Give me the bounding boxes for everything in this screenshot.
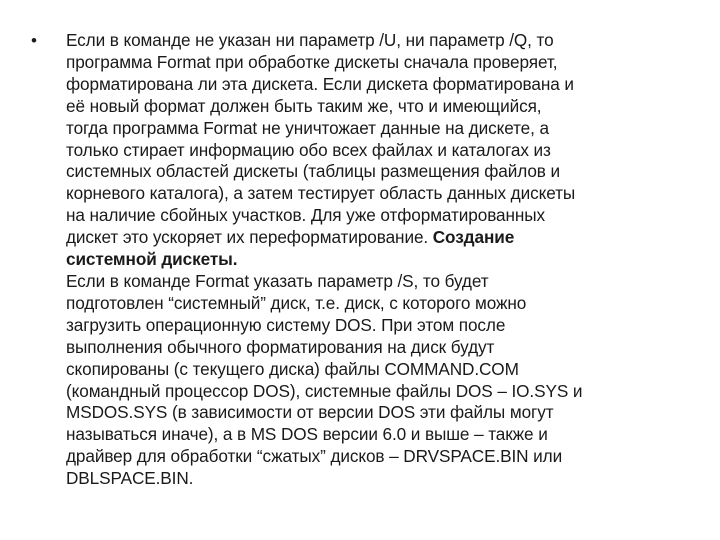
text-line-17: (командный процессор DOS), системные файлы DOS – IO.SYS и <box>66 380 583 401</box>
text-line-18: MSDOS.SYS (в зависимости от версии DOS эти файлы могут <box>66 402 554 423</box>
text-line-20: драйвер для обработки “сжатых” дисков – DRVSPACE.BIN или <box>66 446 563 467</box>
section-heading-part1: Создание <box>432 227 515 248</box>
text-line-12: Если в команде Format указать параметр /S, то будет <box>66 270 489 291</box>
text-line-5: тогда программа Format не уничтожает данные на дискете, а <box>66 117 549 138</box>
section-heading-part2: системной дискеты. <box>66 249 238 270</box>
text-line-10 <box>66 227 696 249</box>
text-line-4: её новый формат должен быть таким же, что и имеющийся, <box>66 95 542 116</box>
text-line-8: корневого каталога), а затем тестирует область данных дискеты <box>66 183 576 204</box>
text-line-15: выполнения обычного форматирования на диск будут <box>66 336 495 357</box>
text-line-14: загрузить операционную систему DOS. При этом после <box>66 314 506 335</box>
text-line-1: Если в команде не указан ни параметр /U, ни параметр /Q, то <box>66 30 554 50</box>
text-line-9: на наличие сбойных участков. Для уже отформатированных <box>66 205 546 226</box>
text-line-13: подготовлен “системный” диск, т.е. диск, с которого можно <box>66 292 527 313</box>
text-line-10-plain: дискет это ускоряет их переформатирование. <box>66 227 433 248</box>
text-line-16: скопированы (с текущего диска) файлы COMMAND.COM <box>66 358 519 379</box>
text-line-7: системных областей дискеты (таблицы размещения файлов и <box>66 161 560 182</box>
text-line-3: форматирована ли эта дискета. Если дискета форматирована и <box>66 73 574 94</box>
text-line-2: программа Format при обработке дискеты сначала проверяет, <box>66 51 558 72</box>
slide-body-text <box>66 30 696 490</box>
text-line-19: называться иначе), а в MS DOS версии 6.0 и выше – также и <box>66 424 548 445</box>
text-line-21: DBLSPACE.BIN. <box>66 468 194 489</box>
bullet-marker: • <box>31 31 37 50</box>
text-line-6: только стирает информацию обо всех файлах и каталогах из <box>66 139 551 160</box>
